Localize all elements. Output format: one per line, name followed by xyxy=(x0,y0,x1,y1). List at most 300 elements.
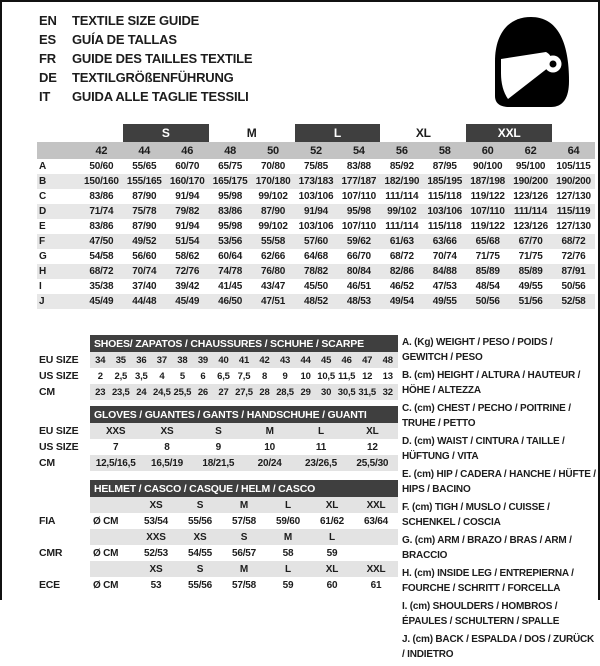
cell-value: 48 xyxy=(382,354,393,366)
column-header: 58 xyxy=(423,142,466,159)
size-value: 111/114 xyxy=(514,206,548,217)
size-value: 66/70 xyxy=(346,251,371,262)
size-value: 107/110 xyxy=(470,206,505,217)
cell-value: XS xyxy=(160,425,174,437)
helmet-value-row xyxy=(90,577,398,593)
cell-value: 16,5/19 xyxy=(151,457,183,469)
size-value: 83/86 xyxy=(89,221,114,232)
column-header: 60 xyxy=(466,142,509,159)
size-value: 76/80 xyxy=(261,266,286,277)
shoes-row-labels xyxy=(39,352,78,400)
spacer xyxy=(90,529,134,545)
helmet-value: 53/54 xyxy=(143,515,169,527)
size-value: 119/122 xyxy=(470,221,505,232)
size-value: 127/130 xyxy=(556,191,591,202)
cell-value: 44 xyxy=(300,354,311,366)
row-label: G xyxy=(39,251,47,262)
size-value: 47/50 xyxy=(89,236,114,247)
language-row xyxy=(39,68,252,87)
column-header: 56 xyxy=(380,142,423,159)
cell-value: 18/21,5 xyxy=(202,457,235,469)
helmet-table-title: HELMET / CASCO / CASQUE / HELM / CASCO xyxy=(90,480,398,497)
helmet-value-row xyxy=(90,545,398,561)
sub-table-row xyxy=(90,368,398,384)
language-code: EN xyxy=(39,13,57,28)
size-value: 105/115 xyxy=(556,161,591,172)
size-value: 65/68 xyxy=(475,236,500,247)
helmet-size: XXS xyxy=(146,531,166,543)
measurement-legend xyxy=(402,336,598,666)
cell-value: 24,5 xyxy=(153,386,171,398)
legend-item: D. (cm) WAIST / CINTURA / TAILLE / HÜFTUNG / VITA xyxy=(402,436,565,462)
cell-value: 2 xyxy=(97,370,103,382)
measure-row-J xyxy=(37,294,595,309)
size-value: 64/68 xyxy=(303,251,328,262)
size-value: 95/98 xyxy=(218,191,243,202)
size-value: 115/119 xyxy=(556,206,591,217)
helmet-size-row xyxy=(90,529,398,545)
cell-value: 46 xyxy=(341,354,352,366)
size-value: 56/60 xyxy=(132,251,157,262)
cell-value: 47 xyxy=(362,354,373,366)
size-value: 37/40 xyxy=(132,281,157,292)
size-value: 95/98 xyxy=(218,221,243,232)
size-value: 160/170 xyxy=(169,176,205,187)
standard-label-CMR: CMR xyxy=(39,547,63,559)
size-value: 60/70 xyxy=(175,161,200,172)
size-value: 127/130 xyxy=(556,221,591,232)
size-value: 99/102 xyxy=(387,206,417,217)
language-title: GUIDE DES TAILLES TEXTILE xyxy=(72,51,253,66)
size-value: 83/86 xyxy=(218,206,243,217)
size-group-row xyxy=(37,124,595,142)
size-value: 83/88 xyxy=(346,161,371,172)
measure-row-E xyxy=(37,219,595,234)
cell-value: 34 xyxy=(95,354,106,366)
size-value: 111/114 xyxy=(385,221,419,232)
cell-value: 8 xyxy=(261,370,268,382)
row-label: D xyxy=(39,206,47,217)
cell-value: 31,5 xyxy=(358,386,377,398)
size-value: 50/60 xyxy=(89,161,114,172)
legend-item: G. (cm) ARM / BRAZO / BRAS / ARM / BRACCIO xyxy=(402,535,572,561)
helmet-size-row xyxy=(90,561,398,577)
cell-value: 40 xyxy=(218,354,229,366)
cell-value: 35 xyxy=(115,354,126,366)
size-value: 80/84 xyxy=(346,266,371,277)
cell-value: 5 xyxy=(179,370,185,382)
sub-table-row xyxy=(90,384,398,400)
size-value: 155/165 xyxy=(126,176,162,187)
size-value: 75/85 xyxy=(303,161,328,172)
cell-value: 6,5 xyxy=(217,370,230,382)
column-header: 42 xyxy=(80,142,123,159)
helmet-value: 55/56 xyxy=(187,515,213,527)
spacer xyxy=(90,497,134,513)
cell-value: 11,5 xyxy=(338,370,356,382)
gloves-row-labels xyxy=(39,423,78,471)
column-header-row xyxy=(37,142,595,159)
cell-value: 36 xyxy=(136,354,147,366)
cell-value: 37 xyxy=(156,354,167,366)
size-value: 103/106 xyxy=(298,221,334,232)
size-value: 107/110 xyxy=(341,221,377,232)
row-label: H xyxy=(39,266,47,277)
size-value: 70/74 xyxy=(432,251,457,262)
row-label: E xyxy=(39,221,46,232)
size-value: 48/53 xyxy=(346,296,371,307)
helmet-size: S xyxy=(196,499,204,511)
size-value: 85/89 xyxy=(475,266,500,277)
legend-item: B. (cm) HEIGHT / ALTURA / HAUTEUR / HÖHE / ALTEZZA xyxy=(402,370,581,396)
size-value: 48/52 xyxy=(303,296,328,307)
cell-value: 29 xyxy=(300,386,311,398)
helmet-icon xyxy=(489,15,573,109)
sub-table-row xyxy=(90,455,398,471)
cell-value: 13 xyxy=(382,370,393,382)
helmet-value: 60 xyxy=(326,579,338,591)
size-value: 78/82 xyxy=(303,266,328,277)
helmet-value: 55/56 xyxy=(187,579,213,591)
measure-row-D xyxy=(37,204,595,219)
size-value: 55/65 xyxy=(132,161,157,172)
legend-item: H. (cm) INSIDE LEG / ENTREPIERNA / FOURCHE / SCHRITT / FORCELLA xyxy=(402,568,574,594)
cell-value: 26 xyxy=(197,386,208,398)
size-value: 103/106 xyxy=(427,206,463,217)
spacer xyxy=(90,561,134,577)
size-value: 46/52 xyxy=(389,281,414,292)
size-value: 119/122 xyxy=(470,191,505,202)
column-header: 44 xyxy=(123,142,166,159)
size-value: 111/114 xyxy=(385,191,419,202)
legend-item: J. (cm) BACK / ESPALDA / DOS / ZURÜCK / INDIETRO xyxy=(402,634,595,660)
size-group-label: XXL xyxy=(466,124,552,142)
cell-value: 42 xyxy=(259,354,270,366)
cell-value: 9 xyxy=(215,441,221,453)
size-value: 58/62 xyxy=(175,251,200,262)
language-code: ES xyxy=(39,32,56,47)
row-label-spacer xyxy=(37,142,80,159)
size-value: 55/58 xyxy=(261,236,286,247)
cell-value: 6 xyxy=(200,370,206,382)
size-value: 49/52 xyxy=(132,236,157,247)
cell-value: 30 xyxy=(321,386,332,398)
size-value: 71/75 xyxy=(475,251,500,262)
row-label: A xyxy=(39,161,47,172)
helmet-size xyxy=(354,529,398,545)
cell-value: 39 xyxy=(197,354,208,366)
helmet-size: XXL xyxy=(366,499,386,511)
language-row xyxy=(39,11,252,30)
size-value: 91/94 xyxy=(175,191,200,202)
cell-value: 43 xyxy=(279,354,291,366)
helmet-value: 56/57 xyxy=(231,547,257,559)
helmet-size: S xyxy=(240,531,248,543)
size-value: 95/98 xyxy=(346,206,371,217)
side-label: CM xyxy=(39,386,55,398)
column-header: 64 xyxy=(552,142,595,159)
column-header: 62 xyxy=(509,142,552,159)
language-row xyxy=(39,87,252,106)
helmet-value: 61 xyxy=(370,579,382,591)
cell-value: 12,5/16,5 xyxy=(95,457,136,469)
cell-value: S xyxy=(215,425,222,437)
size-value: 51/56 xyxy=(518,296,543,307)
size-value: 45/50 xyxy=(303,281,328,292)
language-row xyxy=(39,49,252,68)
size-value: 59/62 xyxy=(346,236,371,247)
size-value: 83/86 xyxy=(89,191,114,202)
diameter-label: Ø CM xyxy=(93,515,119,527)
size-value: 170/180 xyxy=(255,176,291,187)
size-value: 71/75 xyxy=(518,251,543,262)
cell-value: 23,5 xyxy=(111,386,130,398)
cell-value: 28,5 xyxy=(276,386,294,398)
cell-value: 27,5 xyxy=(235,386,253,398)
cell-value: L xyxy=(318,425,324,437)
size-value: 177/187 xyxy=(341,176,377,187)
legend-item: E. (cm) HIP / CADERA / HANCHE / HÜFTE / HIPS / BACINO xyxy=(402,469,596,495)
cell-value: 8 xyxy=(164,441,170,453)
size-value: 79/82 xyxy=(175,206,200,217)
size-value: 182/190 xyxy=(384,176,420,187)
size-value: 53/56 xyxy=(218,236,243,247)
diameter-label: Ø CM xyxy=(93,547,119,559)
helmet-size: L xyxy=(285,563,291,575)
row-label: I xyxy=(39,281,42,292)
helmet-value: 57/58 xyxy=(231,579,257,591)
cell-value: 10,5 xyxy=(317,370,335,382)
size-value: 70/74 xyxy=(132,266,157,277)
measure-row-G xyxy=(37,249,595,264)
size-value: 91/94 xyxy=(175,221,200,232)
sub-table-row xyxy=(90,423,398,439)
helmet-size: L xyxy=(285,499,291,511)
helmet-size: XXL xyxy=(366,563,386,575)
size-value: 43/47 xyxy=(261,281,286,292)
size-value: 185/195 xyxy=(427,176,463,187)
size-value: 63/66 xyxy=(432,236,457,247)
helmet-value: 61/62 xyxy=(319,515,345,527)
cell-value: 7,5 xyxy=(237,370,251,382)
size-value: 44/48 xyxy=(132,296,157,307)
size-value: 103/106 xyxy=(298,191,334,202)
helmet-size-table xyxy=(90,480,398,593)
cell-value: 28 xyxy=(259,386,270,398)
size-value: 50/56 xyxy=(561,281,586,292)
row-label: F xyxy=(39,236,45,247)
size-value: 50/56 xyxy=(475,296,500,307)
helmet-size: M xyxy=(239,499,249,511)
size-value: 39/42 xyxy=(175,281,200,292)
size-value: 87/95 xyxy=(432,161,457,172)
legend-item: I. (cm) SHOULDERS / HOMBROS / ÉPAULES / SCHULTERN / SPALLE xyxy=(402,601,560,627)
shoes-table-title: SHOES/ ZAPATOS / CHAUSSURES / SCHUHE / SCARPE xyxy=(90,335,398,352)
legend-item: C. (cm) CHEST / PECHO / POITRINE / TRUHE / PETTO xyxy=(402,403,571,429)
measure-row-A xyxy=(37,159,595,174)
side-label: US SIZE xyxy=(39,441,79,453)
standard-label-ECE: ECE xyxy=(39,579,60,591)
size-value: 41/45 xyxy=(218,281,243,292)
size-group-label: L xyxy=(295,124,381,142)
size-value: 115/118 xyxy=(427,191,462,202)
size-value: 150/160 xyxy=(84,176,119,187)
size-value: 123/126 xyxy=(513,191,548,202)
language-title: GUÍA DE TALLAS xyxy=(72,32,177,47)
shoes-size-table xyxy=(90,335,398,400)
size-value: 51/54 xyxy=(175,236,200,247)
size-value: 61/63 xyxy=(389,236,414,247)
size-value: 57/60 xyxy=(303,236,328,247)
cell-value: 10 xyxy=(300,370,311,382)
row-label: C xyxy=(39,191,47,202)
cell-value: 7 xyxy=(112,441,119,453)
size-value: 99/102 xyxy=(258,191,288,202)
size-value: 47/51 xyxy=(261,296,286,307)
cell-value: 9 xyxy=(282,370,288,382)
helmet-value: 54/55 xyxy=(187,547,213,559)
size-value: 49/54 xyxy=(389,296,414,307)
size-value: 67/70 xyxy=(518,236,543,247)
size-value: 87/91 xyxy=(561,266,586,277)
column-header: 50 xyxy=(252,142,295,159)
cell-value: XXS xyxy=(105,425,126,437)
cell-value: 23/26,5 xyxy=(304,457,337,469)
size-value: 48/54 xyxy=(475,281,500,292)
size-value: 46/51 xyxy=(346,281,371,292)
size-value: 91/94 xyxy=(303,206,328,217)
cell-value: 24 xyxy=(136,386,147,398)
size-value: 62/66 xyxy=(261,251,286,262)
size-value: 49/55 xyxy=(518,281,543,292)
column-header: 52 xyxy=(295,142,338,159)
size-value: 82/86 xyxy=(389,266,414,277)
cell-value: 45 xyxy=(321,354,332,366)
helmet-value: 59 xyxy=(326,547,338,559)
language-code: DE xyxy=(39,70,57,85)
helmet-size-row xyxy=(90,497,398,513)
cell-value: 4 xyxy=(159,370,165,382)
helmet-value: 58 xyxy=(282,547,294,559)
helmet-value: 63/64 xyxy=(363,515,389,527)
size-value: 46/50 xyxy=(218,296,243,307)
measure-row-B xyxy=(37,174,595,189)
size-value: 71/74 xyxy=(89,206,114,217)
helmet-value-row xyxy=(90,513,398,529)
cell-value: 38 xyxy=(177,354,188,366)
size-value: 49/55 xyxy=(432,296,457,307)
helmet-size: M xyxy=(283,531,293,543)
cell-value: M xyxy=(265,425,274,437)
gloves-size-table xyxy=(90,406,398,471)
size-group-label: S xyxy=(123,124,209,142)
row-label: B xyxy=(39,176,47,187)
size-value: 74/78 xyxy=(218,266,243,277)
language-title: TEXTILGRÖßENFÜHRUNG xyxy=(72,70,234,85)
size-value: 65/75 xyxy=(218,161,243,172)
language-header xyxy=(39,11,252,106)
size-value: 75/78 xyxy=(132,206,157,217)
helmet-size: S xyxy=(196,563,204,575)
size-value: 47/53 xyxy=(432,281,457,292)
size-value: 87/90 xyxy=(132,191,157,202)
diameter-label: Ø CM xyxy=(93,579,119,591)
sub-table-row xyxy=(90,439,398,455)
cell-value: 3,5 xyxy=(135,370,148,382)
helmet-size: XL xyxy=(325,563,339,575)
column-header: 46 xyxy=(166,142,209,159)
side-label: CM xyxy=(39,457,55,469)
size-value: 70/80 xyxy=(261,161,286,172)
cell-value: 12 xyxy=(362,370,373,382)
column-header: 54 xyxy=(337,142,380,159)
textile-size-table xyxy=(37,124,595,309)
size-value: 115/118 xyxy=(427,221,462,232)
helmet-size: XL xyxy=(325,499,339,511)
measure-row-C xyxy=(37,189,595,204)
size-value: 173/183 xyxy=(298,176,334,187)
group-spacer xyxy=(552,124,595,142)
size-value: 68/72 xyxy=(561,236,586,247)
size-value: 72/76 xyxy=(175,266,200,277)
size-value: 54/58 xyxy=(89,251,114,262)
helmet-value: 53 xyxy=(150,579,162,591)
size-value: 90/100 xyxy=(472,161,503,172)
size-value: 165/175 xyxy=(212,176,248,187)
standard-label-FIA: FIA xyxy=(39,515,56,527)
group-spacer xyxy=(37,124,123,142)
helmet-size: XS xyxy=(149,499,163,511)
legend-item: F. (cm) TIGH / MUSLO / CUISSE / SCHENKEL / COSCIA xyxy=(402,502,550,528)
measure-row-H xyxy=(37,264,595,279)
size-value: 190/200 xyxy=(556,176,591,187)
side-label: EU SIZE xyxy=(39,354,79,366)
helmet-size: M xyxy=(239,563,249,575)
size-group-label: XL xyxy=(415,126,431,140)
language-row xyxy=(39,30,252,49)
size-value: 187/198 xyxy=(470,176,506,187)
cell-value: 12 xyxy=(366,441,378,453)
cell-value: 10 xyxy=(264,441,276,453)
row-label: J xyxy=(39,296,45,307)
language-title: GUIDA ALLE TAGLIE TESSILI xyxy=(72,89,249,104)
gloves-table-title: GLOVES / GUANTES / GANTS / HANDSCHUHE / GUANTI xyxy=(90,406,398,423)
measure-row-I xyxy=(37,279,595,294)
cell-value: 2,5 xyxy=(114,370,128,382)
helmet-value xyxy=(354,545,398,561)
helmet-value: 52/53 xyxy=(143,547,169,559)
measure-row-F xyxy=(37,234,595,249)
size-value: 35/38 xyxy=(89,281,114,292)
cell-value: 41 xyxy=(238,354,250,366)
size-value: 123/126 xyxy=(513,221,548,232)
cell-value: XL xyxy=(366,425,379,437)
cell-value: 27 xyxy=(218,386,229,398)
size-value: 95/100 xyxy=(515,161,546,172)
language-code: FR xyxy=(39,51,56,66)
cell-value: 30,5 xyxy=(337,386,356,398)
size-group-label: M xyxy=(246,126,257,140)
size-value: 190/200 xyxy=(513,176,548,187)
legend-item: A. (Kg) WEIGHT / PESO / POIDS / GEWITCH / PESO xyxy=(402,337,553,363)
size-value: 85/89 xyxy=(518,266,543,277)
helmet-value: 57/58 xyxy=(231,515,257,527)
size-value: 85/92 xyxy=(389,161,414,172)
side-label: US SIZE xyxy=(39,370,79,382)
helmet-value: 59 xyxy=(282,579,294,591)
helmet-value: 59/60 xyxy=(275,515,301,527)
size-value: 52/58 xyxy=(561,296,586,307)
